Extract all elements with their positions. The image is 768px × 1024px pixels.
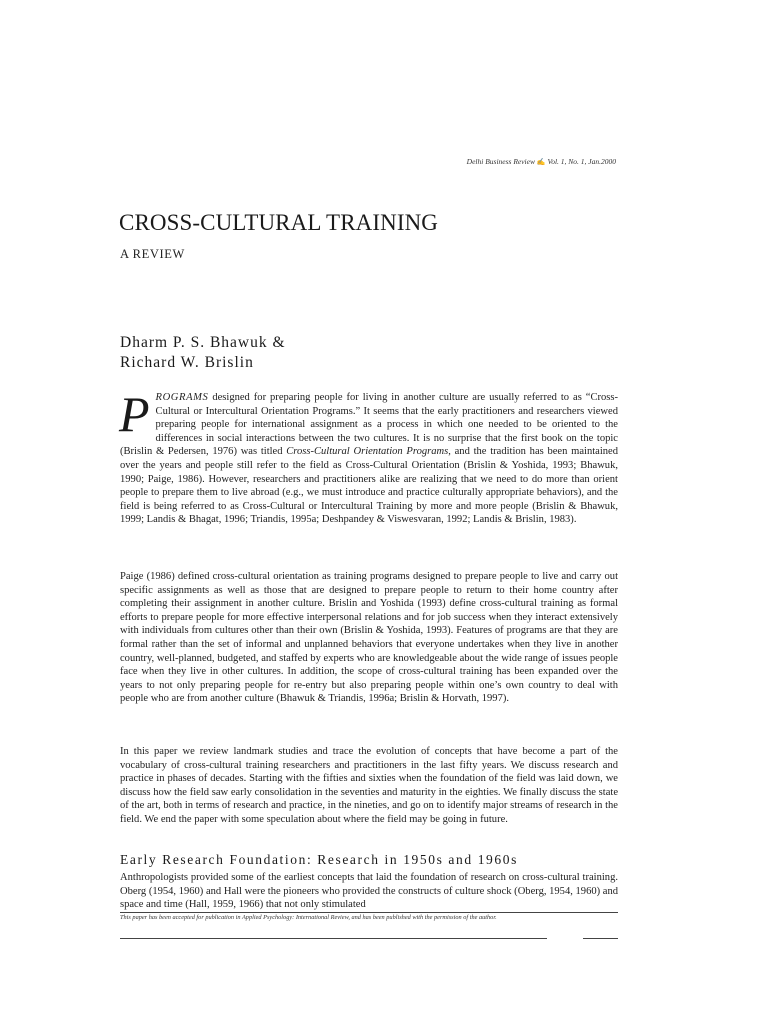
body-paragraph-4: Anthropologists provided some of the earliest concepts that laid the foundation of research on cross-cultural training. Oberg (1954, 1960) and Hall were the pioneers who provided the constructs of culture shock (Oberg, 1954, 1960) and space and time (Hall, 1959, 1966) that not only stimulated [120,872,618,911]
footnote-divider [120,912,618,913]
drop-cap: P [119,386,150,442]
article-subtitle: A REVIEW [120,247,185,261]
page-bottom-rule-short [583,938,618,939]
journal-issue: Vol. 1, No. 1, Jan.2000 [547,157,616,166]
section-heading: Early Research Foundation: Research in 1950s and 1960s [120,852,518,867]
lead-in-word: ROGRAMS [155,392,209,403]
journal-header [467,157,616,166]
footnote: This paper has been accepted for publication in Applied Psychology: International Review, and has been published with the permission of the author. [120,914,497,921]
paragraph-text: designed for preparing people for living in another culture are usually referred to as “Cross-Cultural or Intercultural Orientation Programs.” It seems that the early practitioners and researchers viewed preparing people for international assignment as a process in which one needed to be oriented to the differences in social interactions between the two cultures. It is no surprise that the first book on the topic (Brislin & Pedersen, 1976) was titled [120,392,618,458]
journal-name: Delhi Business Review [466,157,535,166]
author-line: Dharm P. S. Bhawuk & [120,334,286,351]
body-paragraph-1 [119,386,618,527]
book-title: Cross-Cultural Orientation Programs [286,446,449,458]
author-line: Richard W. Brislin [120,354,254,371]
body-paragraph-2: Paige (1986) defined cross-cultural orientation as training programs designed to prepare people to live and carry out specific assignments as well as those that are designed to prepare people to return to their home country after completing their assignment in another culture. Brislin and Yoshida (1993) define cross-cultural training as formal efforts to prepare people for more effective interpersonal relations and for job success when they interact extensively with individuals from cultures other than their own (Brislin & Yoshida, 1993). Features of programs are that they are formal rather than the set of informal and unplanned behaviors that everyone undertakes when they live in another country, well-planned, budgeted, and staffed by experts who are knowledgeable about the wide range of issues people face when they live in other cultures. In addition, the scope of cross-cultural training has been expanded over the years to not only preparing people for re-entry but also preparing people within one’s own country to deal with people who are from another culture (Bhawuk & Triandis, 1996a; Brislin & Horvath, 1997). [120,571,618,705]
author-list [120,333,286,373]
article-title: CROSS-CULTURAL TRAINING [119,210,439,235]
pencil-icon: ✍ [536,158,546,166]
paragraph-text: , and the tradition has been maintained over the years and people still refer to the field as Cross-Cultural Orientation (Brislin & Yoshida, 1993; Bhawuk, 1990; Paige, 1986). However, researchers and practitioners alike are realizing that we need to do more than orient people to prepare them to live abroad (e.g., we must introduce and practice culturally appropriate behaviors), and the field is being referred to as Cross-Cultural or Intercultural Training by more and more people (Brislin & Bhawuk, 1999; Landis & Bhagat, 1996; Triandis, 1995a; Deshpandey & Viswesvaran, 1992; Landis & Brislin, 1983). [120,446,618,526]
body-paragraph-3: In this paper we review landmark studies and trace the evolution of concepts that have become a part of the vocabulary of cross-cultural training researchers and practitioners in the last fifty years. We discuss research and practice in phases of decades. Starting with the fifties and sixties when the foundation of the field was laid down, we discuss how the field saw early consolidation in the seventies and maturity in the eighties. We finally discuss the state of the art, both in terms of research and practice, in the nineties, and go on to identify major streams of research in the field. We end the paper with some speculation about where the field may be going in future. [120,746,618,825]
page-bottom-rule [120,938,547,939]
